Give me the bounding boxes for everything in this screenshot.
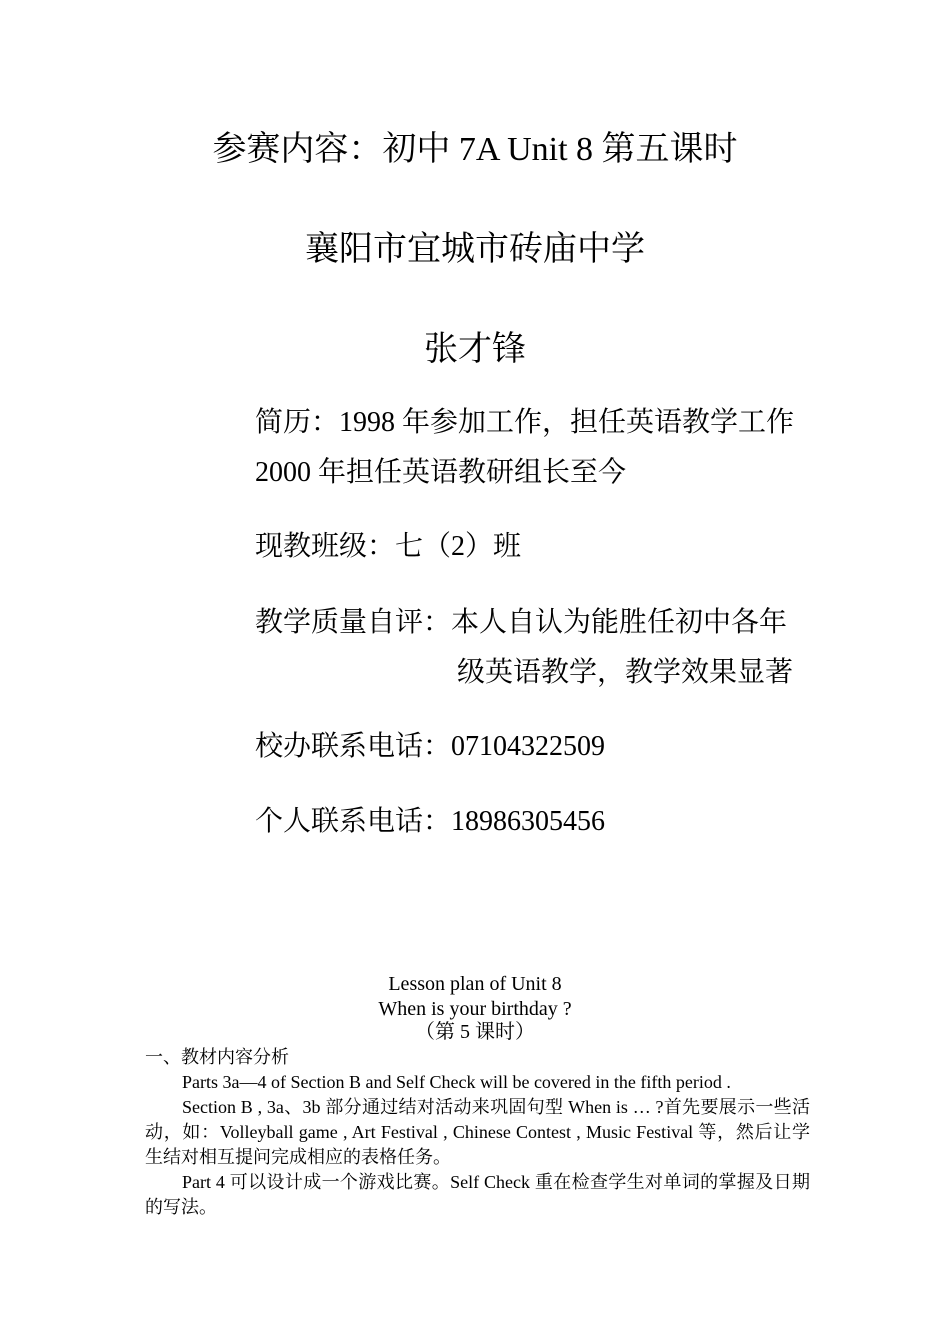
- paragraph: Section B , 3a、3b 部分通过结对活动来巩固句型 When is … ?首先要展示一些活动，如：Volleyball game , Art Festival , Chinese Contest , Music Festival 等，然后让学生结对相互提问完成相应的表格任务。: [145, 1097, 810, 1167]
- paragraph: Part 4 可以设计成一个游戏比赛。Self Check 重在检查学生对单词的掌握及日期的写法。: [145, 1172, 810, 1217]
- lesson-period: （第 5 课时）: [415, 1021, 535, 1043]
- lesson-plan-heading: Lesson plan of Unit 8: [388, 973, 562, 995]
- resume-line-2: 2000 年担任英语教研组长至今: [255, 457, 627, 488]
- current-class: 现教班级：七（2）班: [255, 531, 522, 562]
- personal-phone: 个人联系电话：18986305456: [255, 806, 606, 837]
- lesson-plan-subheading: When is your birthday ?: [378, 998, 572, 1020]
- teacher-name: 张才锋: [424, 331, 526, 368]
- section-title: 一、教材内容分析: [145, 1047, 289, 1067]
- paragraph: Parts 3a—4 of Section B and Self Check will be covered in the fifth period .: [182, 1072, 731, 1092]
- self-evaluation-line-1: 教学质量自评：本人自认为能胜任初中各年: [255, 607, 788, 638]
- resume-line-1: 简历：1998 年参加工作，担任英语教学工作: [255, 407, 795, 438]
- school-name: 襄阳市宜城市砖庙中学: [305, 231, 645, 268]
- cover-title: 参赛内容：初中 7A Unit 8 第五课时: [212, 131, 738, 168]
- self-evaluation-line-2: 级英语教学，教学效果显著: [457, 657, 794, 688]
- school-phone: 校办联系电话：07104322509: [255, 731, 606, 762]
